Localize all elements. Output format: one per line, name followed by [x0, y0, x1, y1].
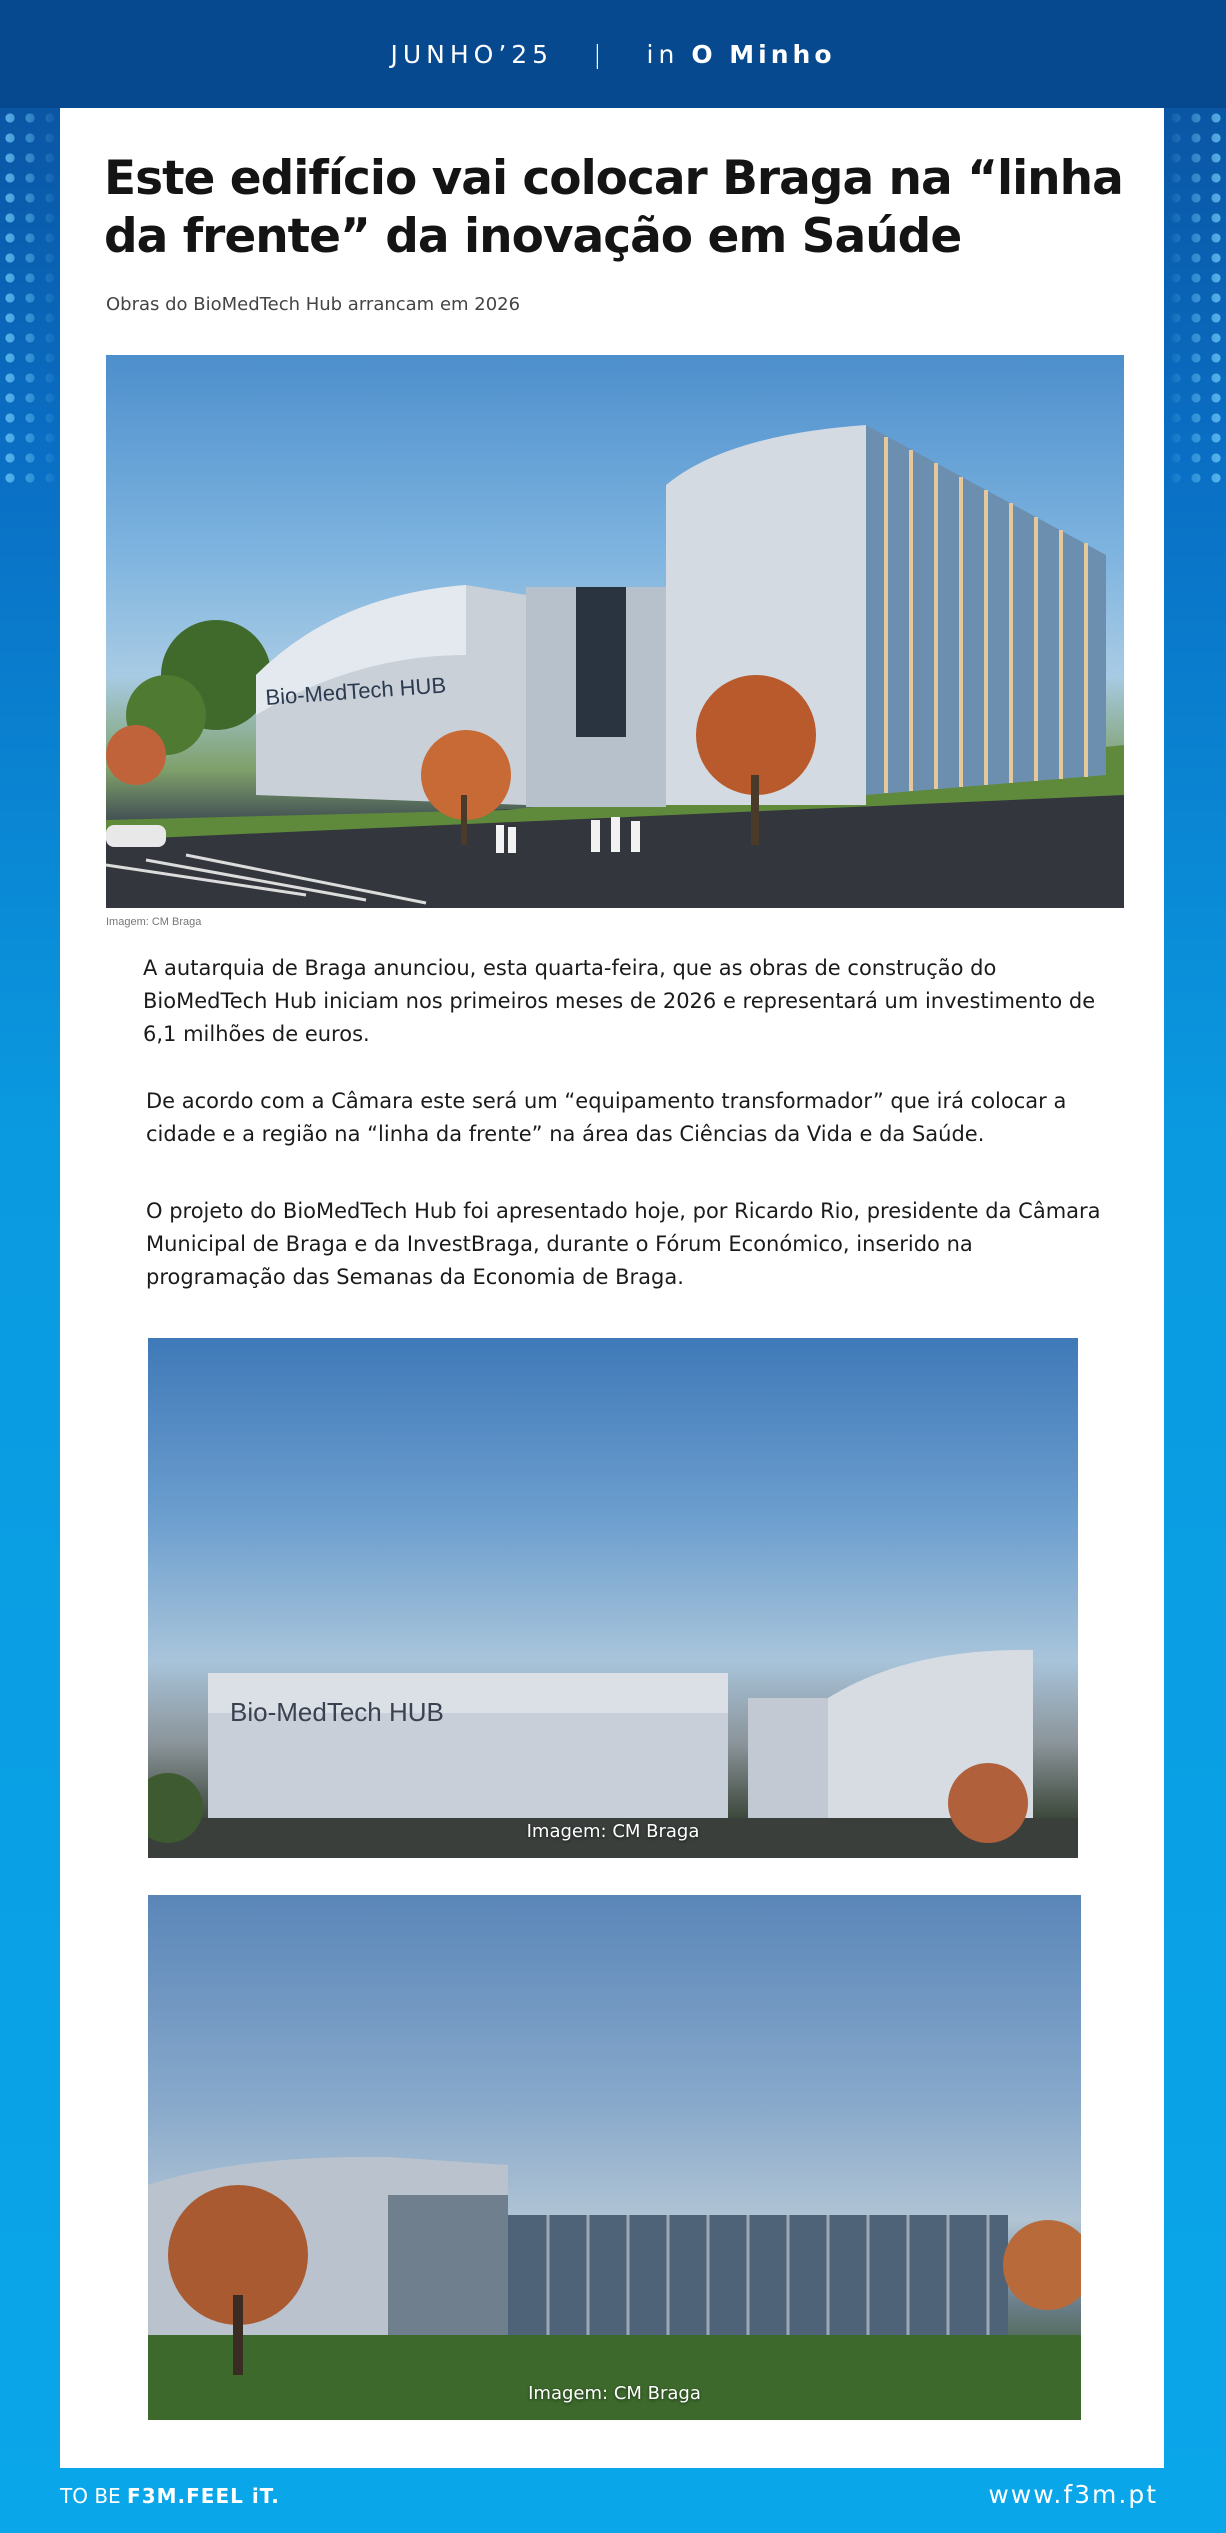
article-paragraph-1: A autarquia de Braga anunciou, esta quarta-feira, que as obras de construção do BioMedTech Hub iniciam nos primeiros meses de 2026 e representará um investimento de 6,1 milhões de euros. [143, 956, 1096, 1046]
article-paragraph-2: De acordo com a Câmara este será um “equipamento transformador” que irá colocar a cidade e a região na “linha da frente” na área das Ciências da Vida e da Saúde. [146, 1089, 1067, 1146]
header-separator: | [593, 39, 607, 69]
header-band [0, 0, 1226, 108]
in-label: in [646, 39, 680, 69]
footer-tagline [60, 2484, 280, 2508]
article-panel [60, 108, 1164, 2468]
decorative-dots-right [1166, 108, 1226, 488]
tagline-brand: F3M.FEEL iT. [127, 2484, 280, 2508]
decorative-dots-left [0, 108, 60, 488]
render-side-caption: Imagem: CM Braga [528, 2383, 701, 2404]
hero-image [106, 355, 1124, 908]
article-paragraph-3: O projeto do BioMedTech Hub foi apresentado hoje, por Ricardo Rio, presidente da Câmara Municipal de Braga e da InvestBraga, durante o Fórum Económico, inserido na programação das Semanas da Economia de Braga. [146, 1199, 1101, 1289]
hero-image-credit: Imagem: CM Braga [106, 916, 202, 928]
render-front-caption: Imagem: CM Braga [526, 1821, 700, 1842]
building-render-side [148, 1895, 1081, 2420]
edition-date: JUNHO’25 [390, 39, 554, 69]
render-building-sign: Bio-MedTech HUB [230, 1697, 444, 1727]
outlet-name: O Minho [691, 39, 836, 69]
article-subtitle: Obras do BioMedTech Hub arrancam em 2026 [106, 294, 521, 315]
building-render-front [148, 1338, 1078, 1858]
hero-building-sign: Bio-MedTech HUB [264, 672, 447, 710]
footer-website[interactable]: www.f3m.pt [988, 2480, 1158, 2509]
tagline-prefix: TO BE [60, 2484, 121, 2508]
article-headline: Este edifício vai colocar Braga na “linha da frente” da inovação em Saúde [104, 151, 1123, 264]
